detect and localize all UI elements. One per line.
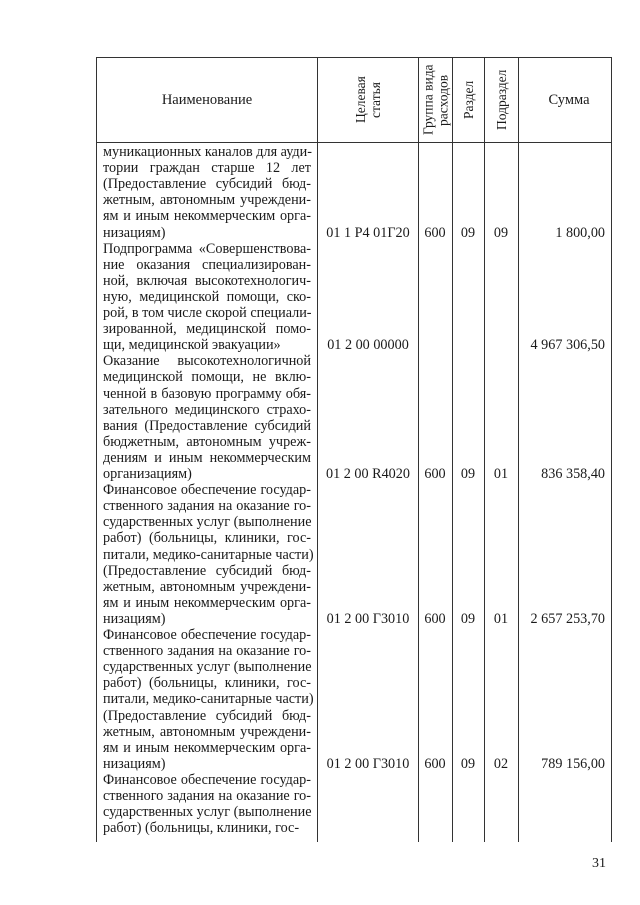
row-name-line: жетным, автономным учреждени- xyxy=(103,192,311,209)
row-subsection: 01 xyxy=(493,610,509,627)
row-section: 09 xyxy=(460,466,476,482)
header-sum: Сумма xyxy=(548,91,590,108)
row-name-line: жетным, автономным учреждени- xyxy=(103,723,311,740)
header-section: Раздел xyxy=(461,80,476,120)
row-name-line: ям и иным некоммерческим орга- xyxy=(103,208,311,225)
row-name-line: ям и иным некоммерческим орга- xyxy=(103,739,311,756)
row-expense-group: 600 xyxy=(424,610,446,627)
col-border-subsection xyxy=(518,57,519,842)
row-name-line: бюджетным, автономным учреж- xyxy=(103,433,311,450)
row-name-line: (Предоставление субсидий бюд- xyxy=(103,707,311,724)
row-name-line: щи, медицинской эвакуации» xyxy=(103,337,281,354)
col-border-section xyxy=(484,57,485,842)
row-name-line: зированной, медицинской помо- xyxy=(103,321,311,338)
row-expense-group: 600 xyxy=(424,466,446,482)
header-name: Наименование xyxy=(161,91,253,108)
header-target-article: Целевая статья xyxy=(353,76,383,124)
row-name-line: ную, медицинской помощи, ско- xyxy=(103,288,311,305)
page-number: 31 xyxy=(592,856,606,871)
row-sum: 2 657 253,70 xyxy=(530,610,605,627)
row-name-line: вания (Предоставление субсидий xyxy=(103,417,311,434)
row-subsection: 01 xyxy=(493,466,509,482)
col-border-group xyxy=(452,57,453,842)
header-expense-group: Группа вида расходов xyxy=(420,64,451,136)
row-sum: 1 800,00 xyxy=(555,224,605,241)
row-name-line: муникационных каналов для ауди- xyxy=(103,144,312,160)
row-name-line: низациям) xyxy=(103,755,166,772)
row-name-line: (Предоставление субсидий бюд- xyxy=(103,176,311,193)
row-name-line: ственного задания на оказание го- xyxy=(103,643,311,660)
row-subsection: 09 xyxy=(493,224,509,241)
row-name-line: (Предоставление субсидий бюд- xyxy=(103,562,311,579)
row-name-line: ственного задания на оказание го- xyxy=(103,498,311,515)
row-name-line: работ) (больницы, клиники, гос- xyxy=(103,530,311,547)
row-sum: 4 967 306,50 xyxy=(530,337,605,354)
row-section: 09 xyxy=(460,610,476,627)
row-name-line: ние оказания специализирован- xyxy=(103,256,311,273)
row-name-line: низациям) xyxy=(103,224,166,241)
row-name-line: Подпрограмма «Совершенствова- xyxy=(103,240,311,257)
row-section: 09 xyxy=(460,755,476,772)
row-name-line: Финансовое обеспечение государ- xyxy=(103,771,311,788)
row-name-line: тории граждан старше 12 лет xyxy=(103,160,311,177)
row-name-line: организациям) xyxy=(103,466,192,482)
col-border-right xyxy=(611,57,612,842)
row-name-line: ченной в базовую программу обя- xyxy=(103,385,311,402)
row-subsection: 02 xyxy=(493,755,509,772)
col-border-name xyxy=(317,57,318,842)
row-sum: 836 358,40 xyxy=(541,466,605,482)
col-border-code xyxy=(418,57,419,842)
row-name-line: сударственных услуг (выполнение xyxy=(103,659,312,676)
row-name-line: работ) (больницы, клиники, гос- xyxy=(103,675,311,692)
row-sum: 789 156,00 xyxy=(541,755,605,772)
row-name-line: ственного задания на оказание го- xyxy=(103,788,311,804)
row-name-line: Оказание высокотехнологичной xyxy=(103,353,311,370)
row-name-line: питали, медико-санитарные части) xyxy=(103,691,314,708)
row-expense-group: 600 xyxy=(424,224,446,241)
row-target-article: 01 2 00 Г3010 xyxy=(326,755,410,772)
row-target-article: 01 1 Р4 01Г20 xyxy=(326,224,410,241)
row-name-line: работ) (больницы, клиники, гос- xyxy=(103,820,300,837)
row-name-line: медицинской помощи, не вклю- xyxy=(103,369,311,386)
row-name-line: сударственных услуг (выполнение xyxy=(103,804,312,821)
row-name-line: рой, в том числе скорой специали- xyxy=(103,305,312,321)
row-name-line: дениям и иным некоммерческим xyxy=(103,449,311,466)
header-bottom-border xyxy=(96,142,611,143)
row-target-article: 01 2 00 00000 xyxy=(327,337,409,354)
row-name-line: зательного медицинского страхо- xyxy=(103,401,311,418)
row-name-line: ной, включая высокотехнологич- xyxy=(103,272,311,289)
header-subsection: Подраздел xyxy=(494,69,509,131)
row-name-line: Финансовое обеспечение государ- xyxy=(103,482,311,499)
row-target-article: 01 2 00 Г3010 xyxy=(326,610,410,627)
row-name-line: питали, медико-санитарные части) xyxy=(103,546,314,563)
row-expense-group: 600 xyxy=(424,755,446,772)
row-name-line: сударственных услуг (выполнение xyxy=(103,514,312,531)
col-border-left xyxy=(96,57,97,842)
row-section: 09 xyxy=(460,224,476,241)
row-name-line: жетным, автономным учреждени- xyxy=(103,578,311,595)
row-name-line: Финансовое обеспечение государ- xyxy=(103,627,311,643)
row-name-line: низациям) xyxy=(103,610,166,627)
row-name-line: ям и иным некоммерческим орга- xyxy=(103,594,311,611)
row-target-article: 01 2 00 R4020 xyxy=(326,466,410,482)
